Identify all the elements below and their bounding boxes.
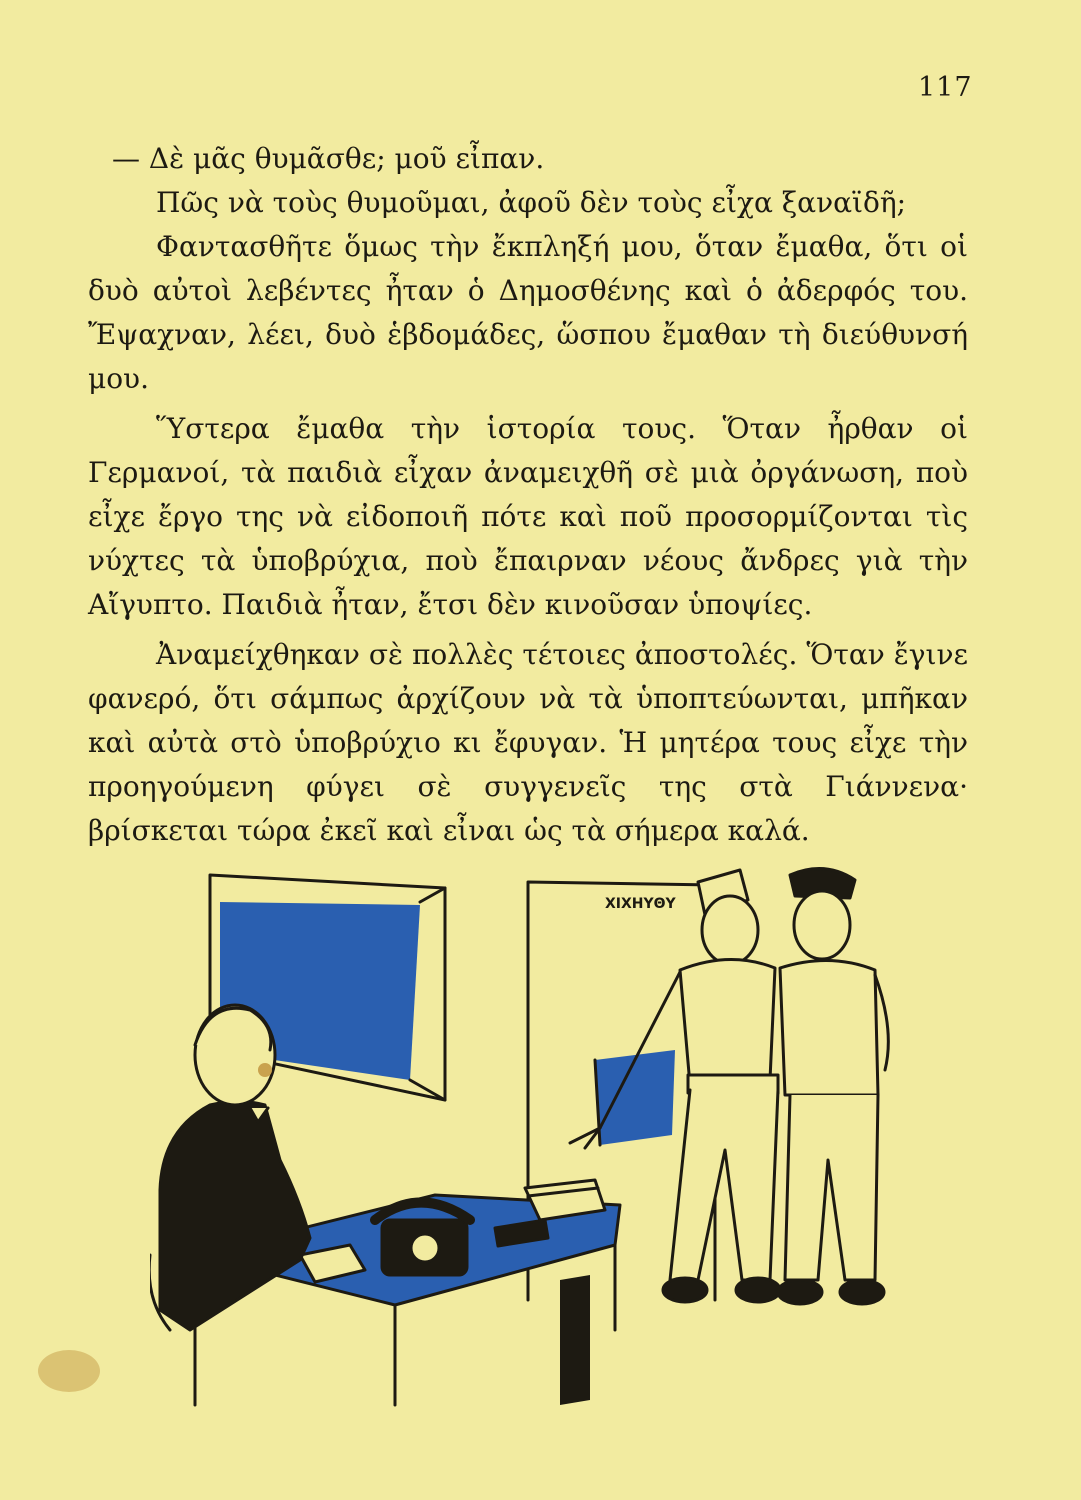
- paragraph-missions: Ἀναμείχθηκαν σὲ πολλὲς τέτοιες ἀποστολές. Ὅταν ἔγινε φανερό, ὅτι σάμπως ἀρχίζουν νὰ τὰ ὑποπτεύωνται, μπῆκαν καὶ αὐτὰ στὸ ὑποβρύχιο κι ἔφυγαν. Ἡ μητέρα τους εἶχε τὴν προηγούμενη φύγει σὲ συγγενεῖς της στὰ Γιάννενα· βρίσκεται τώρα ἐκεῖ καὶ εἶναι ὡς τὰ σήμερα καλά.: [88, 638, 968, 847]
- paragraph-question: Πῶς νὰ τοὺς θυμοῦμαι, ἀφοῦ δὲν τοὺς εἶχα ξαναϊδῆ;: [156, 186, 907, 219]
- door-sign: ΧΙΧΗΥΘΥ: [605, 896, 676, 912]
- office-scene-illustration: [150, 860, 1010, 1420]
- body-text: [88, 137, 968, 853]
- desk-drawer-shadow: [560, 1275, 590, 1405]
- doorway-dark: [595, 1050, 675, 1145]
- paragraph-story: Ὕστερα ἔμαθα τὴν ἱστορία τους. Ὅταν ἦρθαν οἱ Γερμανοί, τὰ παιδιὰ εἶχαν ἀναμειχθῆ σὲ μιὰ ὀργάνωση, ποὺ εἶχε ἔργο της νὰ εἰδοποιῆ πότε καὶ ποῦ προσορμίζονται τὶς νύχτες τὰ ὑποβρύχια, ποὺ ἔπαιρναν νέους ἄνδρες γιὰ τὴν Αἴγυπτο. Παιδιὰ ἦταν, ἔτσι δὲν κινοῦσαν ὑποψίες.: [88, 412, 968, 621]
- page-number: 117: [918, 72, 973, 103]
- paper-stain: [38, 1350, 100, 1392]
- paragraph-dialogue: — Δὲ μᾶς θυμᾶσθε; μοῦ εἶπαν.: [112, 142, 545, 175]
- soldier-back: [778, 869, 888, 1304]
- paragraph-surprise: Φαντασθῆτε ὅμως τὴν ἔκπληξή μου, ὅταν ἔμαθα, ὅτι οἱ δυὸ αὐτοὶ λεβέντες ἦταν ὁ Δημοσθένης καὶ ὁ ἀδερφός του. Ἔψαχναν, λέει, δυὸ ἑβδομάδες, ὥσπου ἔμαθαν τὴ διεύθυνσή μου.: [88, 230, 968, 395]
